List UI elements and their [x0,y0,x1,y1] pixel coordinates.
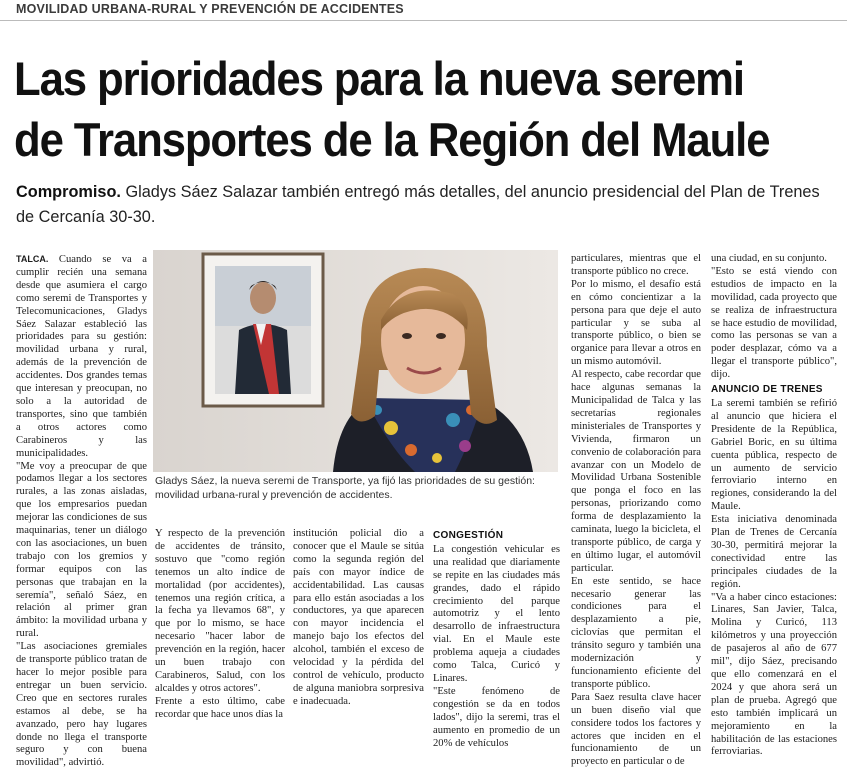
paragraph: "Las asociaciones gremiales de transporte público tratan de hacer lo mejor posible para entregar un buen servicio. Creo que en sectores rurales estamos al debe, se ha avanzado, pero hay lugares donde no llega el transporte seguro y con buena movilidad", advirtió. [16,641,147,769]
article-column-2 [155,528,285,722]
paragraph: Esta iniciativa denominada Plan de Trenes de Cercanía 30-30, permitirá mejorar la conectividad entre las principales ciudades de la región. [711,514,837,590]
headline-line-1: Las prioridades para la nueva seremi [14,52,744,105]
headline-line-2: de Transportes de la Región del Maule [14,113,770,166]
paragraph: una ciudad, en su conjunto. [711,253,827,264]
paragraph: "Me voy a preocupar de que podamos llegar a los sectores rurales, a las zonas aisladas, que los empresarios puedan mejorar las condiciones de sus maquinarias, tener un diálogo con las asociaciones, un buen trabajo con los gremios y formar equipos con las personas que trabajan en la seremía", señaló Sáez, en relación al primer gran ámbito: la movilidad urbana y rural. [16,460,147,640]
subheading-trains: ANUNCIO DE TRENES [711,384,823,396]
section-bar [0,0,847,19]
article-column-1 [16,253,147,770]
section-label: MOVILIDAD URBANA-RURAL Y PREVENCIÓN DE ACCIDENTES [16,2,404,16]
photo-caption: Gladys Sáez, la nueva seremi de Transporte, ya fijó las prioridades de su gestión: movilidad urbana-rural y prevención de accidentes. [155,475,535,501]
paragraph: "Este fenómeno de congestión se da en todos lados", dijo la seremi, tras el aumento en promedio de un 20% de vehículos [433,685,560,749]
paragraph: "Va a haber cinco estaciones: Linares, San Javier, Talca, Molina y Curicó, 113 kilómetros y una proyección de pasajeros al año de 677 mil", dijo Sáez, precisando que ello comenzará en el 2024 y que ahora será un plan de prueba. Agregó que esto también implicará un mejoramiento en la habilitación de las estaciones ferroviarias. [711,591,837,758]
headline [14,48,786,170]
paragraph-text: Cuando se va a cumplir recién una semana desde que asumiera el cargo como seremi de Transportes y Telecomunicaciones, Gladys Sáez Salazar estableció las prioridades para su gestión: movilidad urbana y rural, además de la prevención de accidentes. Dos grandes temas que interesan y preocupan, no solo a la autoridad de transportes, sino que también a otros actores como Carabineros y las municipalidades. [16,254,147,459]
subheading-congestion: CONGESTIÓN [433,530,504,541]
dateline: TALCA. [16,254,49,264]
portrait-image [153,250,558,472]
deck [16,180,836,230]
paragraph: particulares, mientras que el transporte público no crece. [571,253,701,277]
deck-text: Gladys Sáez Salazar también entregó más detalles, del anuncio presidencial del Plan de Trenes de Cercanía 30-30. [16,183,820,226]
paragraph: La congestión vehicular es una realidad que diariamente se repite en las ciudades más grandes, dado el rápido crecimiento del parque automotriz y el lento desarrollo de infraestructura vial. En el Maule este problema aqueja a ciudades como Talca, Curicó y Linares. [433,543,560,684]
paragraph: Frente a esto último, cabe recordar que hace unos días la [155,695,285,720]
article-column-3 [293,528,424,709]
wall-portrait-frame [203,254,323,406]
article-column-4 [433,528,560,750]
deck-kicker: Compromiso. [16,183,121,201]
paragraph: Por lo mismo, el desafío está en cómo concientizar a la persona para que deje el auto particular y se suba al transporte público, o bien se organice para llevar a otros en un mismo automóvil. [571,278,701,368]
paragraph: Para Saez resulta clave hacer un buen diseño vial que considere todos los factores y actores que inciden en el funcionamiento de un proyecto en particular o de [571,691,701,768]
paragraph: "Esto se está viendo con estudios de impacto en la movilidad, cada proyecto que se realiza de infraestructura se hace estudio de movilidad, como las personas se van a poder desplazar, cómo va a llegar el transporte público", dijo. [711,265,837,381]
paragraph: Al respecto, cabe recordar que hace algunas semanas la Municipalidad de Talca y las secretarías regionales ministeriales de Transportes y Vivienda, firmaron un convenio de colaboración para avanzar con un Modelo de Movilidad Urbana Sostenible que ponga el foco en las personas, priorizando como forma de desplazamiento la caminata, luego la bicicleta, el transporte público, de carga y en último lugar, el automóvil particular. [571,369,701,574]
article-column-6 [711,253,837,759]
article-photo [153,250,558,472]
paragraph: institución policial dio a conocer que el Maule se sitúa como la segunda región del país con mayor índice de accidentabilidad. Las causas para ello están asociadas a los conductores, ya que aparecen con mayor incidencia el manejo bajo los efectos del alcohol, también el exceso de velocidad y la pérdida del control de vehículo, producto de alguna maniobra sorpresiva e inadecuada. [293,528,424,707]
article-column-5 [571,253,701,769]
paragraph: La seremi también se refirió al anuncio que hiciera el Presidente de la República, Gabriel Boric, en su última cuenta pública, respecto de un aumento de servicio ferroviario interno en regiones, considerando la del Maule. [711,397,837,513]
paragraph: En este sentido, se hace necesario generar las condiciones para el desplazamiento a pie, ciclovías que permitan el tránsito seguro y también una modernización y funcionamiento eficiente del transporte público. [571,575,701,690]
paragraph [16,253,147,461]
paragraph: Y respecto de la prevención de accidentes de tránsito, sostuvo que "como región tenemos un alto índice de mortalidad (por accidentes), tenemos una región crítica, a la fecha ya llevamos 68", y que por lo mismo, se hace necesario "hacer labor de prevención en la región, hacer un buen trabajo con Carabineros, Salud, con los alcaldes y otros actores". [155,528,285,694]
section-rule [0,20,847,21]
